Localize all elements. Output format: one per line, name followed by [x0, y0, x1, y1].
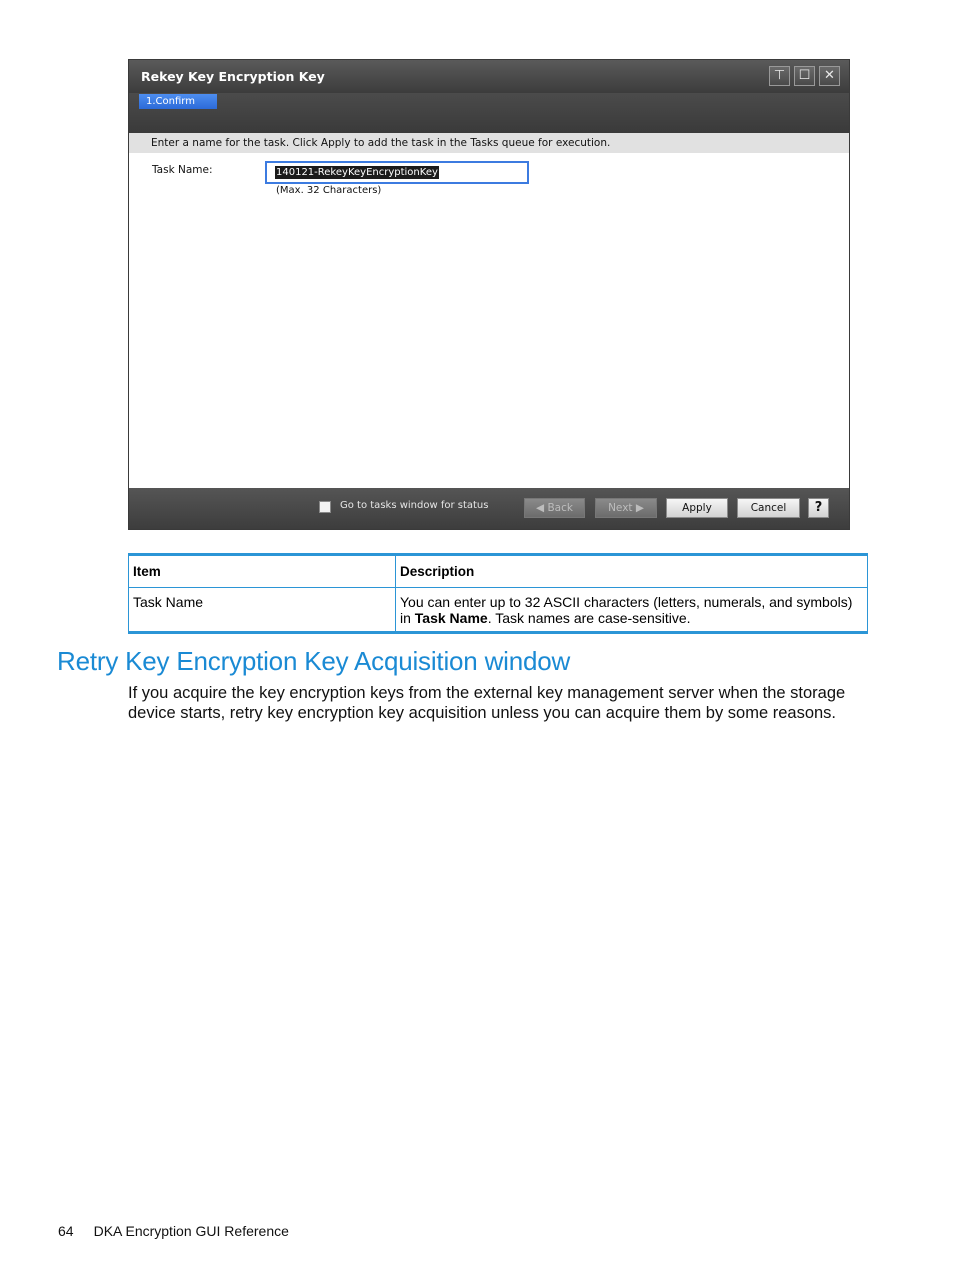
dialog-title: Rekey Key Encryption Key [141, 69, 325, 84]
table-header-row [129, 555, 868, 588]
row-description [396, 588, 868, 633]
doc-title: DKA Encryption GUI Reference [93, 1223, 289, 1239]
go-to-tasks-checkbox[interactable] [319, 501, 331, 513]
task-name-input[interactable] [265, 161, 529, 184]
task-name-label: Task Name: [152, 164, 213, 176]
next-button[interactable]: Next ▶ [595, 498, 657, 518]
back-button[interactable]: ◀ Back [524, 498, 585, 518]
desc-text: You can enter up to 32 ASCII characters (letters, numerals, and symbols) in [400, 594, 853, 626]
pin-icon[interactable]: ⊤ [769, 66, 790, 86]
table-row [129, 588, 868, 633]
row-item: Task Name [129, 588, 396, 633]
rekey-dialog [128, 59, 850, 530]
wizard-steps [129, 93, 849, 133]
page-footer [58, 1223, 289, 1239]
close-icon[interactable]: ✕ [819, 66, 840, 86]
step-confirm[interactable]: 1.Confirm [139, 94, 217, 109]
go-to-tasks-label: Go to tasks window for status [340, 500, 489, 511]
task-name-hint: (Max. 32 Characters) [276, 185, 382, 196]
desc-text-end: . Task names are case-sensitive. [487, 610, 691, 626]
cancel-button[interactable]: Cancel [737, 498, 800, 518]
section-title: Retry Key Encryption Key Acquisition window [57, 646, 571, 676]
instruction-text: Enter a name for the task. Click Apply to add the task in the Tasks queue for execution. [129, 133, 849, 153]
help-icon[interactable]: ? [808, 498, 829, 518]
description-table [128, 553, 868, 634]
page-number: 64 [58, 1223, 74, 1239]
header-item: Item [129, 555, 396, 588]
maximize-icon[interactable]: ☐ [794, 66, 815, 86]
header-description: Description [396, 555, 868, 588]
apply-button[interactable]: Apply [666, 498, 728, 518]
dialog-footer [129, 488, 849, 529]
dialog-titlebar [129, 60, 849, 93]
desc-bold: Task Name [414, 610, 488, 626]
section-body: If you acquire the key encryption keys from the external key management server when the storage device starts, retry key encryption key acquisition unless you can acquire them by some reasons. [128, 684, 846, 722]
task-name-value: 140121-RekeyKeyEncryptionKey [276, 167, 438, 178]
